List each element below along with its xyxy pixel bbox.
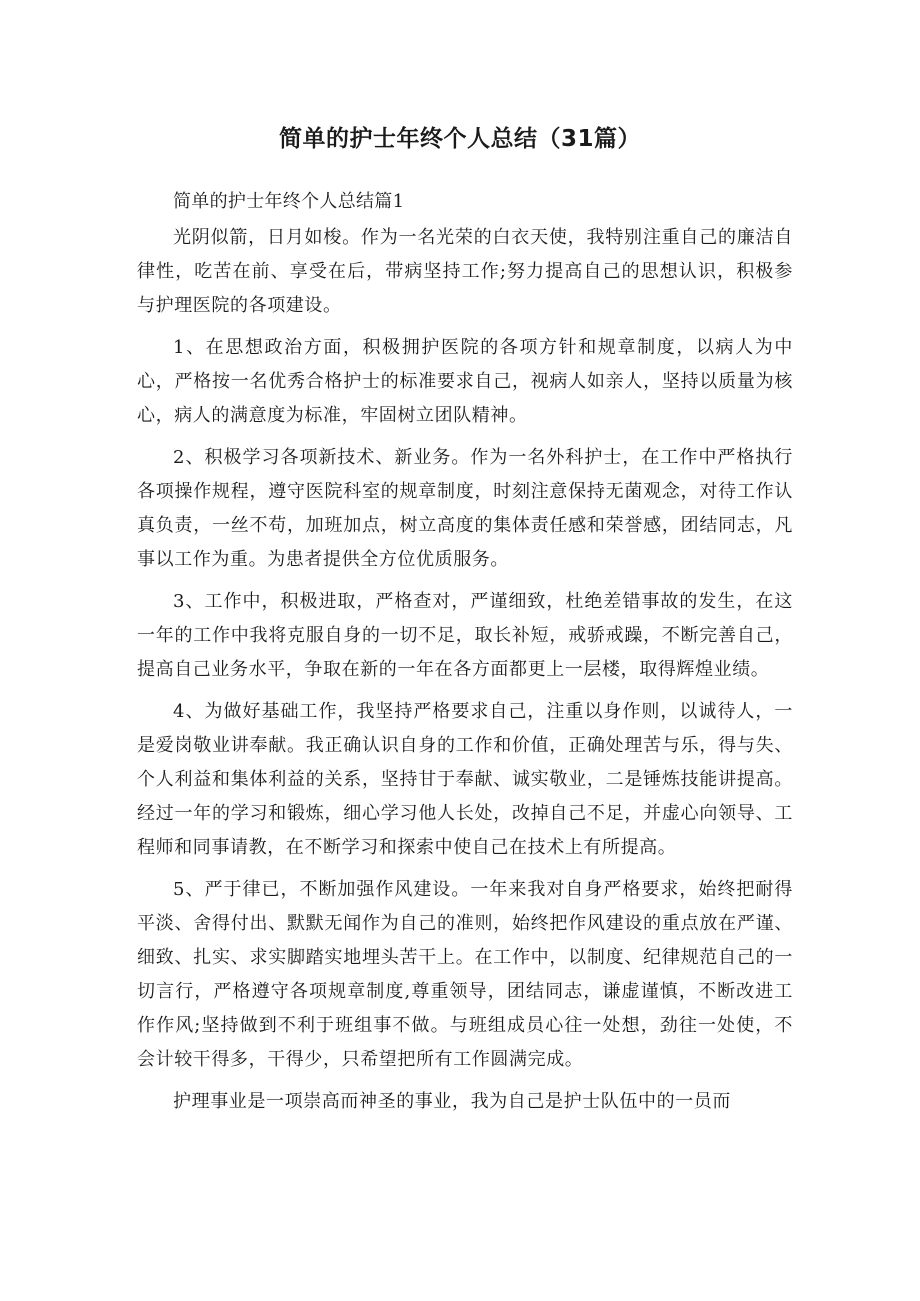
- point-paragraph-5: 5、严于律已，不断加强作风建设。一年来我对自身严格要求，始终把耐得平淡、舍得付出、默默无闻作为自己的准则，始终把作风建设的重点放在严谨、细致、扎实、求实脚踏实地埋头苦干上。在工作中，以制度、纪律规范自己的一切言行，严格遵守各项规章制度,尊重领导，团结同志，谦虚谨慎，不断改进工作作风;坚持做到不利于班组事不做。与班组成员心往一处想，劲往一处使，不会计较干得多，干得少，只希望把所有工作圆满完成。: [137, 879, 793, 1070]
- intro-paragraph: 光阴似箭，日月如梭。作为一名光荣的白衣天使，我特别注重自己的廉洁自律性，吃苦在前、享受在后，带病坚持工作;努力提高自己的思想认识，积极参与护理医院的各项建设。: [137, 227, 793, 316]
- document-body: [137, 185, 793, 1119]
- point-paragraph-1: 1、在思想政治方面，积极拥护医院的各项方针和规章制度，以病人为中心，严格按一名优秀合格护士的标准要求自己，视病人如亲人，坚持以质量为核心，病人的满意度为标准，牢固树立团队精神。: [137, 337, 793, 426]
- document-title: 简单的护士年终个人总结（31篇）: [278, 126, 641, 152]
- point-paragraph-2: 2、积极学习各项新技术、新业务。作为一名外科护士，在工作中严格执行各项操作规程，遵守医院科室的规章制度，时刻注意保持无菌观念，对待工作认真负责，一丝不苟，加班加点，树立高度的集体责任感和荣誉感，团结同志，凡事以工作为重。为患者提供全方位优质服务。: [137, 447, 793, 570]
- point-paragraph-4: 4、为做好基础工作，我坚持严格要求自己，注重以身作则，以诚待人，一是爱岗敬业讲奉献。我正确认识自身的工作和价值，正确处理苦与乐，得与失、个人利益和集体利益的关系，坚持甘于奉献、诚实敬业，二是锤炼技能讲提高。经过一年的学习和锻炼，细心学习他人长处，改掉自己不足，并虚心向领导、工程师和同事请教，在不断学习和探索中使自己在技术上有所提高。: [137, 701, 793, 858]
- closing-paragraph: 护理事业是一项崇高而神圣的事业，我为自己是护士队伍中的一员而: [173, 1091, 731, 1112]
- section-heading: 简单的护士年终个人总结篇1: [173, 191, 405, 212]
- point-paragraph-3: 3、工作中，积极进取，严格查对，严谨细致，杜绝差错事故的发生，在这一年的工作中我将克服自身的一切不足，取长补短，戒骄戒躁，不断完善自己，提高自己业务水平，争取在新的一年在各方面都更上一层楼，取得辉煌业绩。: [137, 591, 793, 680]
